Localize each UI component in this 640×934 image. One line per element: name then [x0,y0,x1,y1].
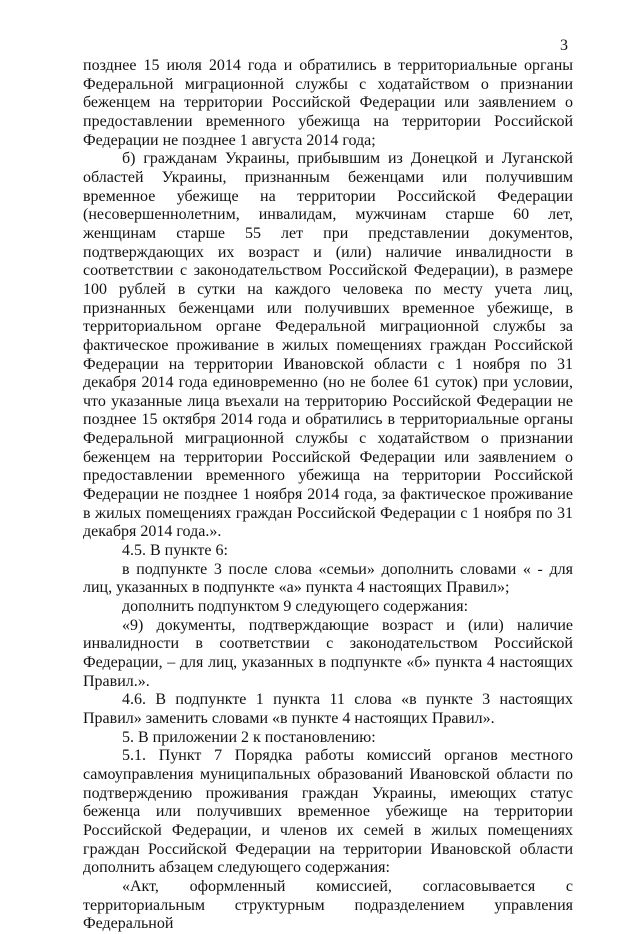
paragraph-item-5-1: 5.1. Пункт 7 Порядка работы комиссий органов местного самоуправления муниципальных образований Ивановской области по подтверждению проживания граждан Украины, имеющих статус беженца или получивших временное убежище на территории Российской Федерации, и членов их семей в жилых помещениях граждан Российской Федерации на территории Ивановской области дополнить абзацем следующего содержания: [83,747,573,877]
paragraph-item-4-5: 4.5. В пункте 6: [122,542,228,560]
paragraph-continuation: позднее 15 июля 2014 года и обратились в территориальные органы Федеральной миграционной службы с ходатайством о признании беженцем на территории Российской Федерации или заявлением о предоставлении временного убежища на территории Российской Федерации не позднее 1 августа 2014 года; [83,57,573,149]
paragraph-act-text: «Акт, оформленный комиссией, согласовывается с территориальным структурным подразделением управления Федеральной [83,877,573,933]
paragraph-subitem-9-text: «9) документы, подтверждающие возраст и (или) наличие инвалидности в соответствии с законодательством Российской Федерации, – для лиц, указанных в подпункте «б» пункта 4 настоящих Правил.». [83,616,573,690]
document-body [83,57,573,934]
paragraph-add-subitem-9: дополнить подпунктом 9 следующего содержания: [122,598,469,616]
page-number: 3 [560,37,568,54]
paragraph-subitem-b: б) гражданам Украины, прибывшим из Донецкой и Луганской областей Украины, признанным беженцами или получившим временное убежище на территории Российской Федерации (несовершеннолетним, инвалидам, мужчинам старше 60 лет, женщинам старше 55 лет при представлении документов, подтверждающих их возраст и (или) наличие инвалидности в соответствии с законодательством Российской Федерации), в размере 100 рублей в сутки на каждого человека по месту учета лиц, признанных беженцами или получивших временное убежище, в территориальном органе Федеральной миграционной службы за фактическое проживание в жилых помещениях граждан Российской Федерации на территории Ивановской области с 1 ноября по 31 декабря 2014 года единовременно (но не более 61 суток) при условии, что указанные лица въехали на территорию Российской Федерации не позднее 15 октября 2014 года и обратились в территориальные органы Федеральной миграционной службы с ходатайством о признании беженцем на территории Российской Федерации или заявлением о предоставлении временного убежища на территории Российской Федерации не позднее 1 ноября 2014 года, за фактическое проживание в жилых помещениях граждан Российской Федерации с 1 ноября по 31 декабря 2014 года.». [83,150,573,541]
paragraph-item-5: 5. В приложении 2 к постановлению: [122,728,376,746]
paragraph-item-4-6: 4.6. В подпункте 1 пункта 11 слова «в пункте 3 настоящих Правил» заменить словами «в пункте 4 настоящих Правил». [83,691,573,727]
paragraph-subitem-3-amendment: в подпункте 3 после слова «семьи» дополнить словами « - для лиц, указанных в подпункте «а» пункта 4 настоящих Правил»; [83,560,573,597]
